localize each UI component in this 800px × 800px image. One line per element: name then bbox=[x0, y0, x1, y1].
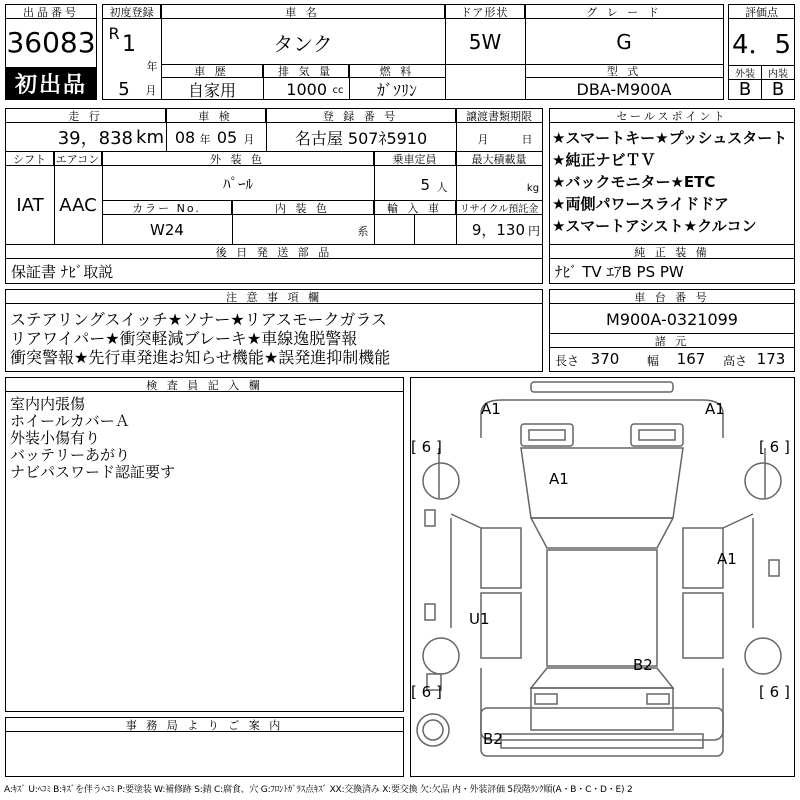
registration-number: 名古屋 507ﾈ5910 bbox=[294, 128, 428, 148]
first-listing-badge: 初出品 bbox=[6, 67, 96, 99]
damage-mark-front-right: A1 bbox=[705, 400, 725, 418]
note-line: ステアリングスイッチ★ソナー★リアスモークガラス bbox=[10, 310, 387, 329]
tire-depth-front-left: [ 6 ] bbox=[411, 438, 442, 456]
length: 370 bbox=[590, 350, 620, 368]
mileage: 39，838 bbox=[57, 128, 133, 149]
displacement-unit: cc bbox=[332, 84, 344, 96]
recycle-unit: 円 bbox=[527, 223, 540, 238]
chassis-box bbox=[549, 289, 795, 372]
int-color-unit: 系 bbox=[357, 225, 369, 238]
sales-point-item: ★スマートキー★プッシュスタート bbox=[552, 129, 788, 147]
height-label: 高さ bbox=[722, 353, 747, 368]
capacity: 5 bbox=[420, 176, 430, 194]
ac-label: エアコン bbox=[54, 152, 102, 166]
door-label: ドア形状 bbox=[445, 5, 525, 19]
car-outline-diagram bbox=[411, 378, 794, 776]
history-label: 車 歴 bbox=[161, 64, 263, 78]
inspector-line: 外装小傷有り bbox=[10, 429, 101, 447]
tire-depth-rear-left: [ 6 ] bbox=[411, 683, 442, 701]
sales-point-item: ★両側パワースライドドア bbox=[552, 195, 729, 213]
max-load-unit: kg bbox=[526, 182, 540, 194]
inspector-label: 検 査 員 記 入 欄 bbox=[6, 378, 403, 392]
capacity-label: 乗車定員 bbox=[374, 152, 456, 166]
ext-color-label: 外 装 色 bbox=[102, 152, 374, 166]
notes-list bbox=[10, 310, 390, 367]
damage-diagram bbox=[410, 377, 795, 777]
transfer-label: 譲渡書類期限 bbox=[456, 109, 542, 123]
inspector-line: ホイールカバーＡ bbox=[10, 412, 130, 430]
first-reg-year: 1 bbox=[122, 31, 136, 57]
car-name: タンク bbox=[273, 31, 333, 56]
exterior-score: B bbox=[738, 80, 752, 99]
capacity-unit: 人 bbox=[436, 181, 448, 194]
shift-type: IAT bbox=[16, 194, 44, 216]
door-type: 5W bbox=[468, 30, 502, 54]
inspection-year: 08 bbox=[174, 127, 196, 147]
note-line: リアワイパー★衝突軽減ブレーキ★車線逸脱警報 bbox=[10, 329, 358, 348]
recycle-label: リサイクル預託金 bbox=[456, 201, 542, 215]
inspector-line: 室内内張傷 bbox=[10, 395, 86, 413]
legend-text: A:ｷｽﾞ U:ﾍｺﾐ B:ｷｽﾞを伴うﾍｺﾐ P:要塗装 W:補修跡 S:錆 C:腐食、穴 G:ﾌﾛﾝﾄｶﾞﾗｽ点ｷｽﾞ XX:交換済み X:要交換 欠:欠品 内・外装評価 5段階ﾗﾝｸ順(A・B・C・D・E) 2 bbox=[4, 784, 633, 795]
office-label: 事 務 局 よ り ご 案 内 bbox=[6, 718, 403, 732]
month-unit: 月 bbox=[145, 84, 157, 97]
recycle-fee: 9，130 bbox=[471, 221, 525, 239]
interior-score: B bbox=[771, 80, 785, 99]
inspector-notes bbox=[10, 396, 175, 481]
grade-label: グ レ ー ド bbox=[525, 5, 723, 19]
displacement-label: 排 気 量 bbox=[263, 64, 349, 78]
exterior-label: 外装 bbox=[729, 66, 761, 80]
vehicle-details-box bbox=[5, 108, 543, 284]
note-line: 衝突警報★先行車発進お知らせ機能★誤発進抑制機能 bbox=[10, 348, 391, 367]
exterior-color: ﾊﾟｰﾙ bbox=[222, 174, 253, 193]
score-box bbox=[728, 4, 795, 100]
shift-label: シフト bbox=[6, 152, 54, 166]
damage-mark-hood: A1 bbox=[549, 470, 569, 488]
int-color-label: 内 装 色 bbox=[232, 201, 374, 215]
sales-point-item: ★スマートアシスト★クルコン bbox=[552, 217, 757, 235]
inspector-line: ナビパスワード認証要す bbox=[10, 463, 176, 481]
sales-points-box bbox=[549, 108, 795, 284]
first-reg-label: 初度登録 bbox=[103, 5, 161, 19]
grade: G bbox=[616, 30, 632, 54]
car-name-label: 車 名 bbox=[161, 5, 445, 19]
inspection-month: 05 bbox=[216, 127, 238, 147]
lot-number-label: 出品番号 bbox=[6, 5, 96, 19]
inspector-line: バッテリーあがり bbox=[10, 446, 131, 464]
fuel-label: 燃 料 bbox=[349, 64, 445, 78]
sales-point-item: ★純正ナビＴＶ bbox=[552, 151, 656, 169]
vehicle-header-box bbox=[102, 4, 724, 100]
color-no-label: カラー No. bbox=[102, 201, 232, 215]
damage-mark-roof-rear: B2 bbox=[633, 656, 653, 674]
sales-points-list bbox=[552, 127, 794, 237]
lot-number-box bbox=[5, 4, 97, 100]
max-load-label: 最大積載量 bbox=[456, 152, 542, 166]
lot-number: 36083 bbox=[6, 25, 96, 59]
inspection-year-unit: 年 bbox=[199, 133, 211, 146]
height: 173 bbox=[756, 350, 786, 368]
ac-type: AAC bbox=[59, 194, 97, 216]
spec-label: 諸 元 bbox=[550, 334, 794, 348]
color-number: W24 bbox=[150, 220, 184, 239]
transfer-month-unit: 月 bbox=[477, 133, 489, 146]
mileage-label: 走 行 bbox=[6, 109, 166, 123]
notes-box bbox=[5, 289, 543, 372]
score-label: 評価点 bbox=[729, 5, 794, 19]
era-prefix: R bbox=[108, 23, 120, 43]
fuel-type: ｶﾞｿﾘﾝ bbox=[376, 80, 417, 99]
interior-label: 内装 bbox=[762, 66, 794, 80]
mileage-unit: km bbox=[136, 126, 164, 148]
tire-depth-rear-right: [ 6 ] bbox=[759, 683, 790, 701]
damage-mark-left-rear-door: U1 bbox=[469, 610, 490, 628]
damage-mark-rear-bumper: B2 bbox=[483, 730, 503, 748]
chassis-number: M900A-0321099 bbox=[606, 309, 738, 329]
length-label: 長さ bbox=[554, 353, 579, 368]
displacement: 1000 bbox=[286, 79, 327, 99]
overall-score: 4．5 bbox=[731, 29, 792, 60]
import-label: 輸 入 車 bbox=[374, 201, 456, 215]
width: 167 bbox=[676, 350, 706, 368]
sales-points-label: セールスポイント bbox=[550, 109, 794, 123]
equipment: ﾅﾋﾞ TV ｴｱB PS PW bbox=[555, 262, 684, 281]
damage-mark-front-left: A1 bbox=[481, 400, 501, 418]
reg-no-label: 登 録 番 号 bbox=[266, 109, 456, 123]
tire-depth-front-right: [ 6 ] bbox=[759, 438, 790, 456]
damage-mark-right-side: A1 bbox=[717, 550, 737, 568]
inspection-label: 車 検 bbox=[166, 109, 266, 123]
office-box bbox=[5, 717, 404, 777]
equipment-label: 純 正 装 備 bbox=[550, 245, 794, 259]
later-parts: 保証書 ﾅﾋﾞ取説 bbox=[11, 262, 114, 281]
inspector-box bbox=[5, 377, 404, 712]
width-label: 幅 bbox=[646, 353, 659, 368]
inspection-month-unit: 月 bbox=[243, 133, 255, 146]
year-unit: 年 bbox=[146, 60, 158, 73]
model-code: DBA-M900A bbox=[576, 79, 672, 99]
vehicle-history: 自家用 bbox=[187, 80, 236, 99]
model-label: 型 式 bbox=[525, 64, 723, 78]
notes-label: 注 意 事 項 欄 bbox=[6, 290, 542, 304]
first-reg-month: 5 bbox=[118, 79, 130, 99]
chassis-label: 車 台 番 号 bbox=[550, 290, 794, 304]
transfer-day-unit: 日 bbox=[521, 133, 533, 146]
later-parts-label: 後 日 発 送 部 品 bbox=[6, 245, 542, 259]
sales-point-item: ★バックモニター★ETC bbox=[552, 173, 716, 191]
